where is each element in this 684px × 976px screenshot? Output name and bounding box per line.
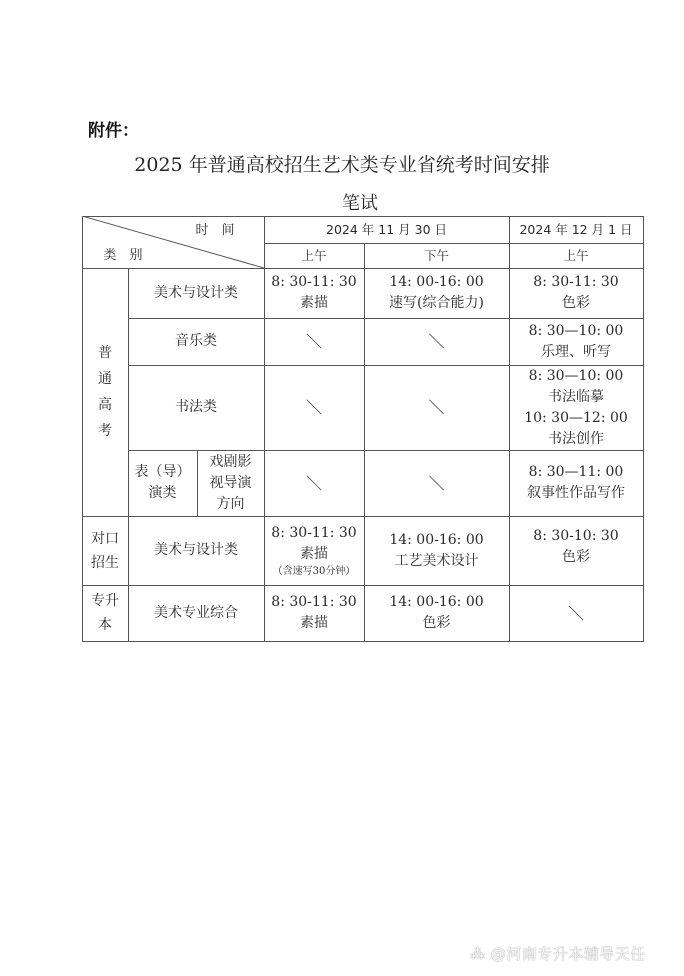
exam-subject: 色彩 <box>562 295 590 311</box>
not-applicable-mark: ＼ <box>428 398 445 417</box>
schedule-cell <box>264 268 364 318</box>
category-art-design: 美术与设计类 <box>154 542 238 558</box>
schedule-cell <box>509 365 643 450</box>
subcategory-line: 视导演 <box>209 474 252 491</box>
exam-time: 14: 00-16: 00 <box>389 594 484 610</box>
exam-time: 14: 00-16: 00 <box>389 531 484 548</box>
category-music: 音乐类 <box>175 333 217 349</box>
schedule-cell <box>264 516 364 585</box>
exam-time: 8: 30—11: 00 <box>528 464 624 480</box>
group-char: 招生 <box>91 554 119 571</box>
group-char: 对口 <box>91 530 119 547</box>
exam-subject: 色彩 <box>422 615 451 631</box>
not-applicable-mark: ＼ <box>428 473 445 493</box>
group-char: 通 <box>98 371 112 387</box>
group-char: 本 <box>98 617 112 633</box>
schedule-cell <box>364 585 509 641</box>
exam-subject: 速写(综合能力) <box>389 295 484 311</box>
exam-subject: 素描 <box>300 615 328 631</box>
exam-subject: 书法临摹 <box>548 388 604 405</box>
schedule-cell <box>509 318 643 365</box>
document-title: 2025 年普通高校招生艺术类专业省统考时间安排 <box>134 154 550 176</box>
schedule-cell <box>264 585 364 641</box>
group-label-general <box>82 268 128 516</box>
group-char: 普 <box>98 345 112 361</box>
exam-time: 8: 30-10: 30 <box>533 528 619 544</box>
not-applicable-mark: ＼ <box>305 473 322 493</box>
exam-time: 10: 30—12: 00 <box>524 409 628 426</box>
exam-subject: 书法创作 <box>548 430 604 447</box>
exam-time: 8: 30-11: 30 <box>533 274 619 290</box>
group-char: 专升 <box>91 593 119 609</box>
category-art-design: 美术与设计类 <box>154 284 238 301</box>
schedule-cell <box>509 268 643 318</box>
table-border-bottom <box>82 641 643 642</box>
exam-time: 8: 30-11: 30 <box>271 274 357 290</box>
table-border-right <box>643 216 644 642</box>
subcategory-line: 戏剧影 <box>209 453 252 470</box>
session-header: 上午 <box>563 248 589 263</box>
not-applicable-mark: ＼ <box>305 332 322 351</box>
subcategory-drama-film-directing <box>197 450 264 516</box>
category-performance-directing <box>128 450 197 516</box>
category-line: 表（导） <box>134 464 191 480</box>
exam-time: 8: 30-11: 30 <box>271 524 357 541</box>
schedule-cell <box>364 268 509 318</box>
group-char: 考 <box>98 423 112 439</box>
watermark-logo-icon: ⁂ <box>470 945 491 963</box>
exam-subject: 素描 <box>300 295 328 311</box>
exam-subject: 色彩 <box>562 549 590 565</box>
exam-time: 8: 30-11: 30 <box>271 594 357 610</box>
date-header-nov30: 2024 年 11 月 30 日 <box>326 222 447 237</box>
exam-subject: 素描 <box>300 545 328 562</box>
exam-note: （含速写30分钟） <box>272 565 356 577</box>
category-art-comprehensive: 美术专业综合 <box>154 604 238 621</box>
exam-time: 8: 30—10: 00 <box>528 322 624 339</box>
not-applicable-mark: ＼ <box>305 398 322 417</box>
date-header-dec1: 2024 年 12 月 1 日 <box>519 222 633 237</box>
group-label-vocational <box>82 516 128 585</box>
schedule-cell <box>509 516 643 578</box>
group-label-upgrade <box>82 585 128 641</box>
category-calligraphy: 书法类 <box>175 399 217 415</box>
subcategory-line: 方向 <box>216 495 245 512</box>
exam-time: 8: 30—10: 00 <box>528 367 624 384</box>
not-applicable-mark: ＼ <box>567 603 584 623</box>
attachment-label: 附件： <box>88 121 139 141</box>
group-char: 高 <box>98 397 112 413</box>
session-header: 下午 <box>423 248 449 263</box>
watermark-text: @河南专升本辅导天任 <box>490 945 646 963</box>
exam-time: 14: 00-16: 00 <box>389 274 484 290</box>
exam-subject: 乐理、听写 <box>541 343 611 360</box>
corner-label-category: 类 别 <box>103 247 143 263</box>
corner-label-time: 时 间 <box>195 222 235 238</box>
session-header: 上午 <box>301 248 327 263</box>
not-applicable-mark: ＼ <box>428 332 445 351</box>
watermark <box>470 943 646 964</box>
schedule-cell <box>509 450 643 516</box>
exam-subject: 叙事性作品写作 <box>527 485 625 501</box>
section-subtitle: 笔试 <box>342 193 378 214</box>
schedule-cell <box>364 516 509 585</box>
category-line: 演类 <box>148 485 177 501</box>
exam-subject: 工艺美术设计 <box>394 552 479 569</box>
